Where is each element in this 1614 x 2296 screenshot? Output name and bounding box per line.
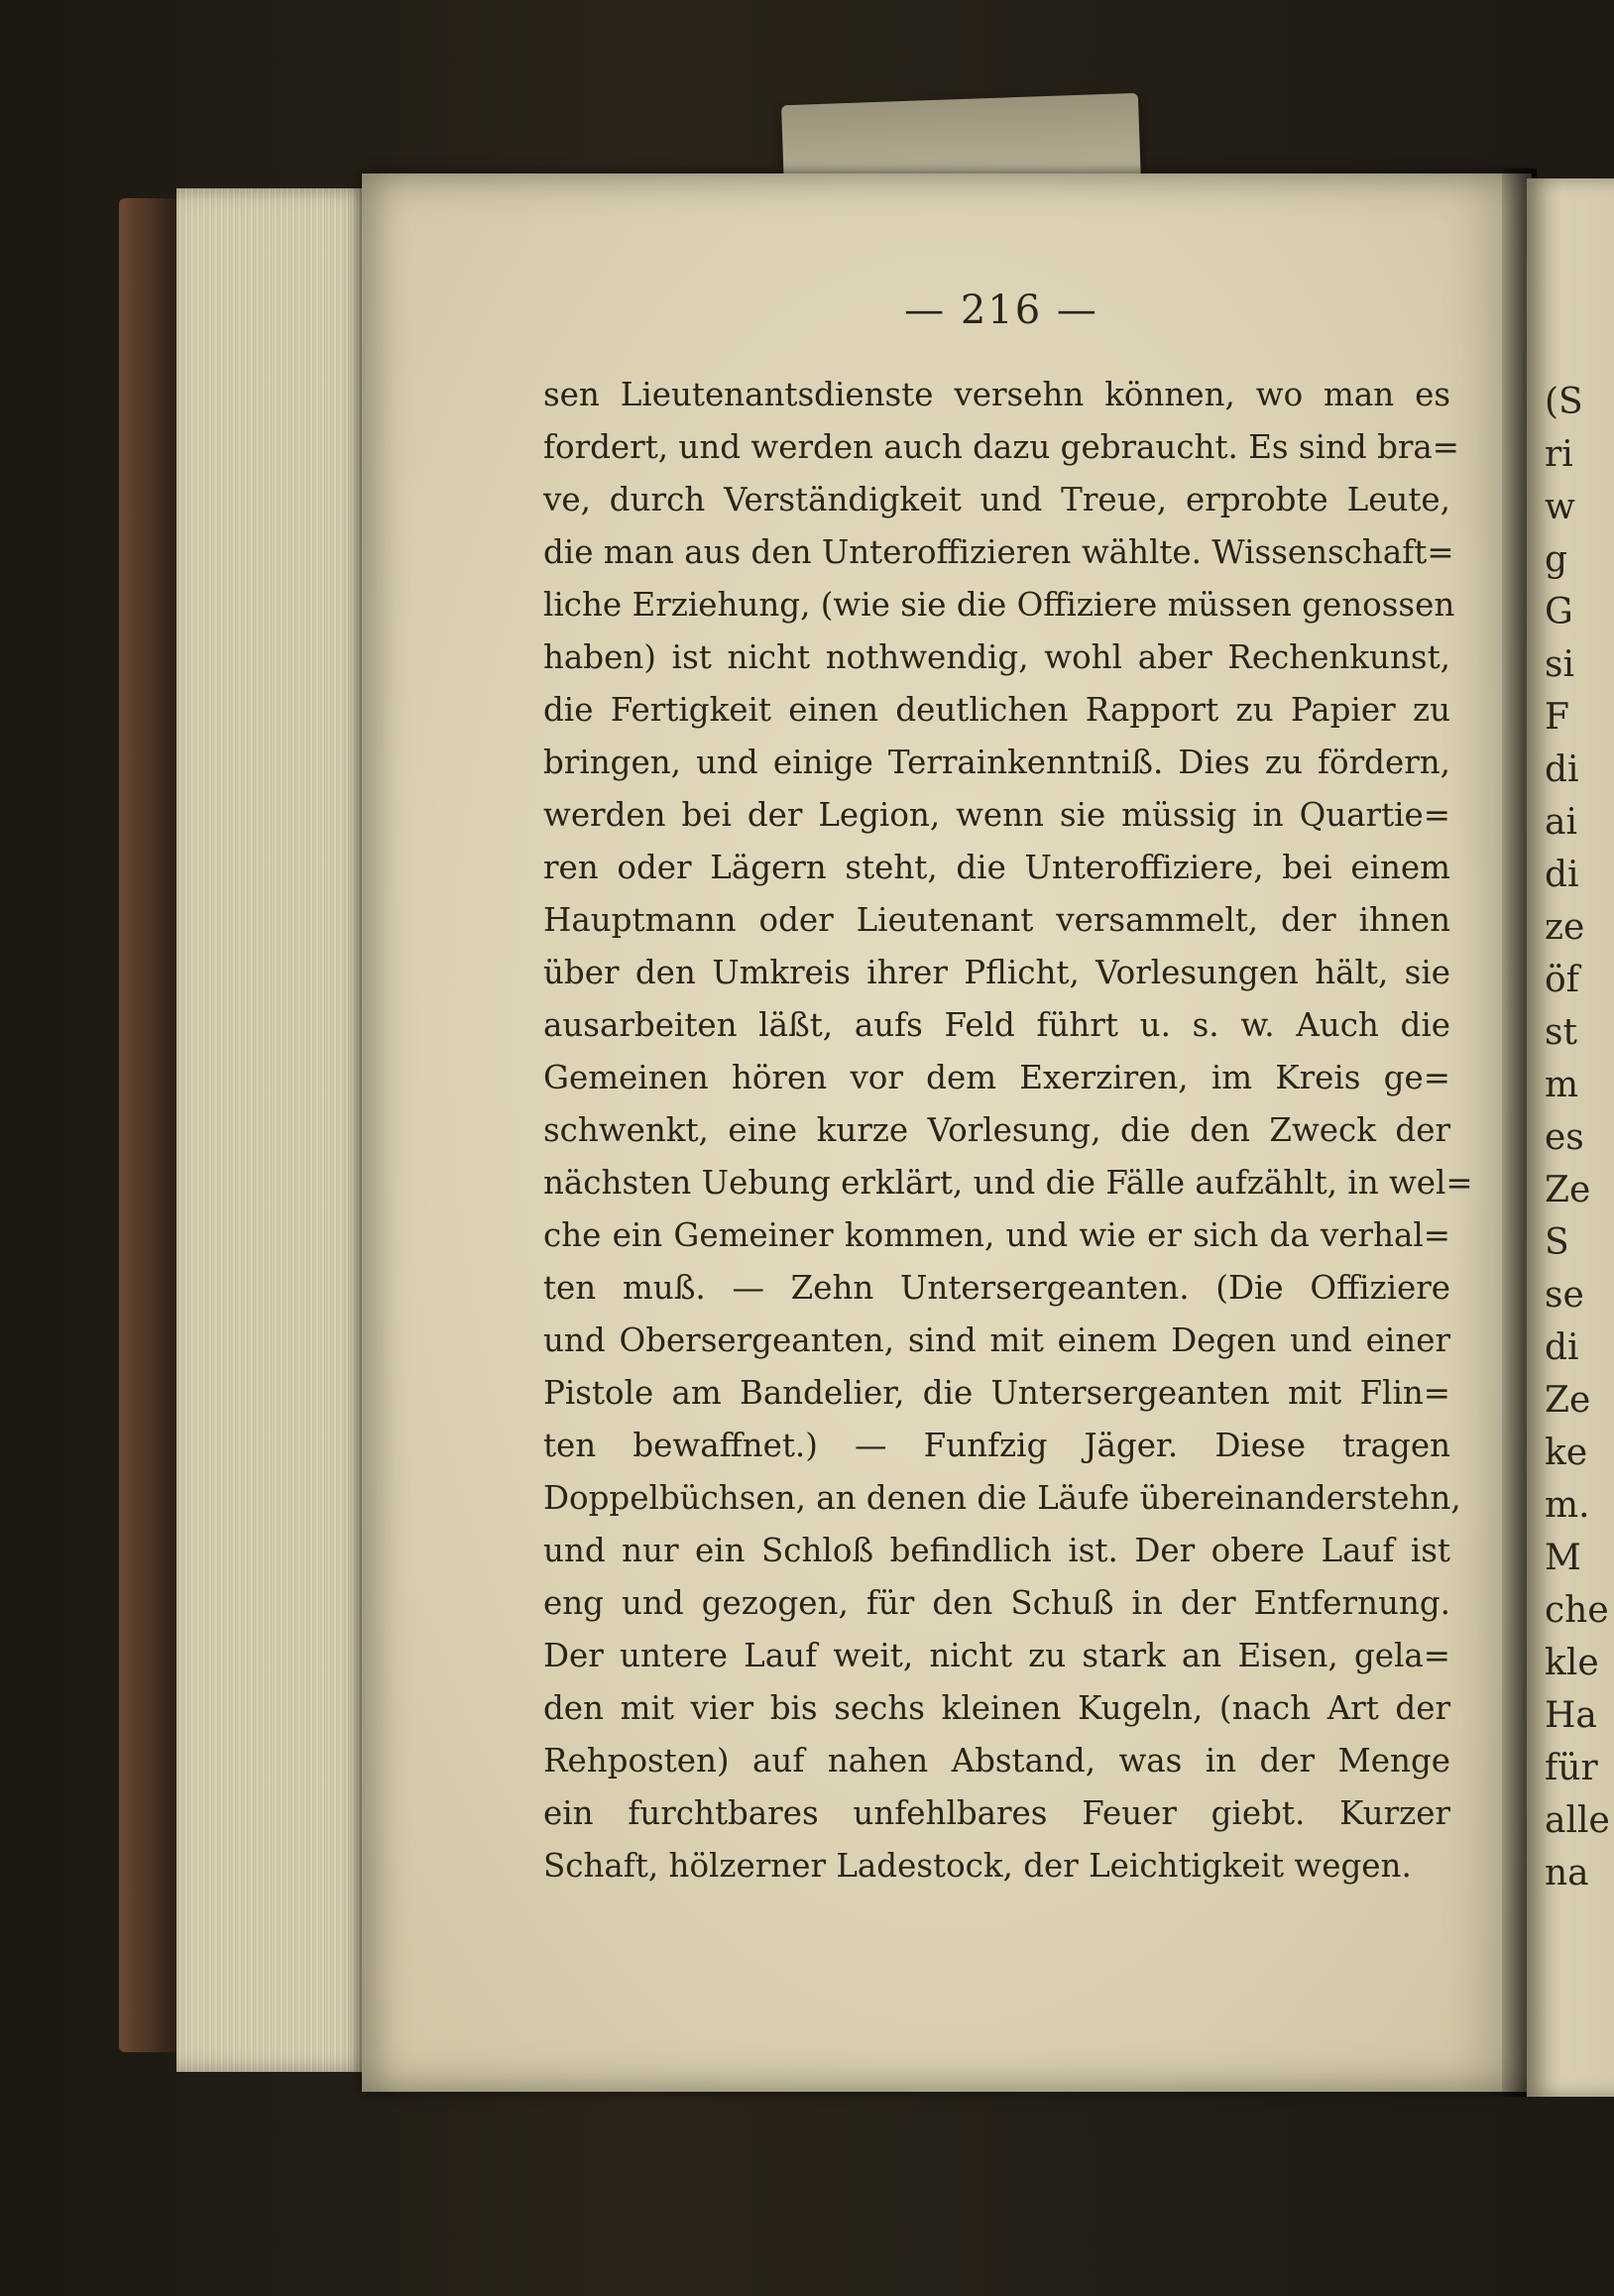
- fragment: m.: [1545, 1485, 1590, 1526]
- page-edges: [176, 188, 370, 2072]
- text-line: Gemeinen hören vor dem Exerziren, im Kreis ge=: [543, 1059, 1450, 1096]
- fragment: Ha: [1545, 1695, 1597, 1736]
- fragment: se: [1545, 1275, 1584, 1316]
- fragment: di: [1545, 749, 1579, 790]
- right-page-edge: [1527, 178, 1614, 2097]
- book-spine: [119, 198, 178, 2052]
- text-line: den mit vier bis sechs kleinen Kugeln, (nach Art der: [543, 1689, 1450, 1727]
- text-line: Schaft, hölzerner Ladestock, der Leichtigkeit wegen.: [543, 1847, 1412, 1885]
- fragment: w: [1545, 487, 1575, 527]
- fragment: di: [1545, 1327, 1579, 1368]
- text-line: che ein Gemeiner kommen, und wie er sich da verhal=: [543, 1216, 1450, 1254]
- fragment: si: [1545, 644, 1574, 685]
- fragment: che: [1545, 1590, 1609, 1631]
- text-line: fordert, und werden auch dazu gebraucht. Es sind bra=: [543, 428, 1460, 466]
- fragment: ri: [1545, 434, 1573, 475]
- fragment: g: [1545, 539, 1568, 580]
- fragment: S: [1545, 1222, 1569, 1263]
- text-line: ein furchtbares unfehlbares Feuer giebt. Kurzer: [543, 1794, 1450, 1832]
- text-line: sen Lieutenantsdienste versehn können, wo man es: [543, 376, 1450, 413]
- fragment: Ze: [1545, 1170, 1591, 1210]
- fragment: F: [1545, 697, 1569, 738]
- page-number: — 216 —: [904, 287, 1098, 333]
- text-line: Hauptmann oder Lieutenant versammelt, der ihnen: [543, 901, 1450, 939]
- text-line: eng und gezogen, für den Schuß in der Entfernung.: [543, 1584, 1450, 1622]
- text-line: Rehposten) auf nahen Abstand, was in der Menge: [543, 1742, 1450, 1779]
- text-line: die man aus den Unteroffizieren wählte. Wissenschaft=: [543, 533, 1454, 571]
- fragment: es: [1545, 1117, 1584, 1158]
- text-line: schwenkt, eine kurze Vorlesung, die den Zweck der: [543, 1111, 1450, 1149]
- fragment: M: [1545, 1538, 1581, 1578]
- text-line: Doppelbüchsen, an denen die Läufe übereinanderstehn,: [543, 1479, 1461, 1517]
- text-line: ten muß. — Zehn Untersergeanten. (Die Offiziere: [543, 1269, 1450, 1307]
- text-line: ren oder Lägern steht, die Unteroffiziere, bei einem: [543, 849, 1450, 886]
- text-line: Pistole am Bandelier, die Untersergeanten mit Flin=: [543, 1374, 1450, 1412]
- text-line: werden bei der Legion, wenn sie müssig in Quartie=: [543, 796, 1450, 834]
- fragment: (S: [1545, 382, 1583, 422]
- fragment: st: [1545, 1012, 1577, 1053]
- text-line: bringen, und einige Terrainkenntniß. Dies zu fördern,: [543, 744, 1450, 781]
- text-line: über den Umkreis ihrer Pflicht, Vorlesungen hält, sie: [543, 954, 1450, 991]
- text-line: ten bewaffnet.) — Funfzig Jäger. Diese tragen: [543, 1427, 1450, 1464]
- fragment: öf: [1545, 960, 1579, 1000]
- text-line: nächsten Uebung erklärt, und die Fälle aufzählt, in wel=: [543, 1164, 1473, 1202]
- text-line: haben) ist nicht nothwendig, wohl aber Rechenkunst,: [543, 638, 1450, 676]
- fragment: G: [1545, 592, 1573, 632]
- fragment: m: [1545, 1065, 1579, 1105]
- text-line: liche Erziehung, (wie sie die Offiziere müssen genossen: [543, 586, 1455, 624]
- text-line: und nur ein Schloß befindlich ist. Der obere Lauf ist: [543, 1532, 1450, 1569]
- text-line: und Obersergeanten, sind mit einem Degen und einer: [543, 1321, 1450, 1359]
- fragment: kle: [1545, 1643, 1599, 1683]
- page-text: [543, 369, 1473, 1893]
- fragment: di: [1545, 855, 1579, 895]
- text-line: die Fertigkeit einen deutlichen Rapport zu Papier zu: [543, 691, 1450, 729]
- fragment: ai: [1545, 802, 1577, 843]
- fragment: Ze: [1545, 1380, 1591, 1421]
- fragment: na: [1545, 1853, 1589, 1894]
- fragment: ze: [1545, 907, 1585, 948]
- fragment: ke: [1545, 1433, 1588, 1473]
- text-line: ausarbeiten läßt, aufs Feld führt u. s. w. Auch die: [543, 1006, 1450, 1044]
- fragment: für: [1545, 1748, 1598, 1788]
- fragment: alle: [1545, 1800, 1610, 1841]
- text-line: ve, durch Verständigkeit und Treue, erprobte Leute,: [543, 481, 1450, 518]
- text-line: Der untere Lauf weit, nicht zu stark an Eisen, gela=: [543, 1637, 1450, 1674]
